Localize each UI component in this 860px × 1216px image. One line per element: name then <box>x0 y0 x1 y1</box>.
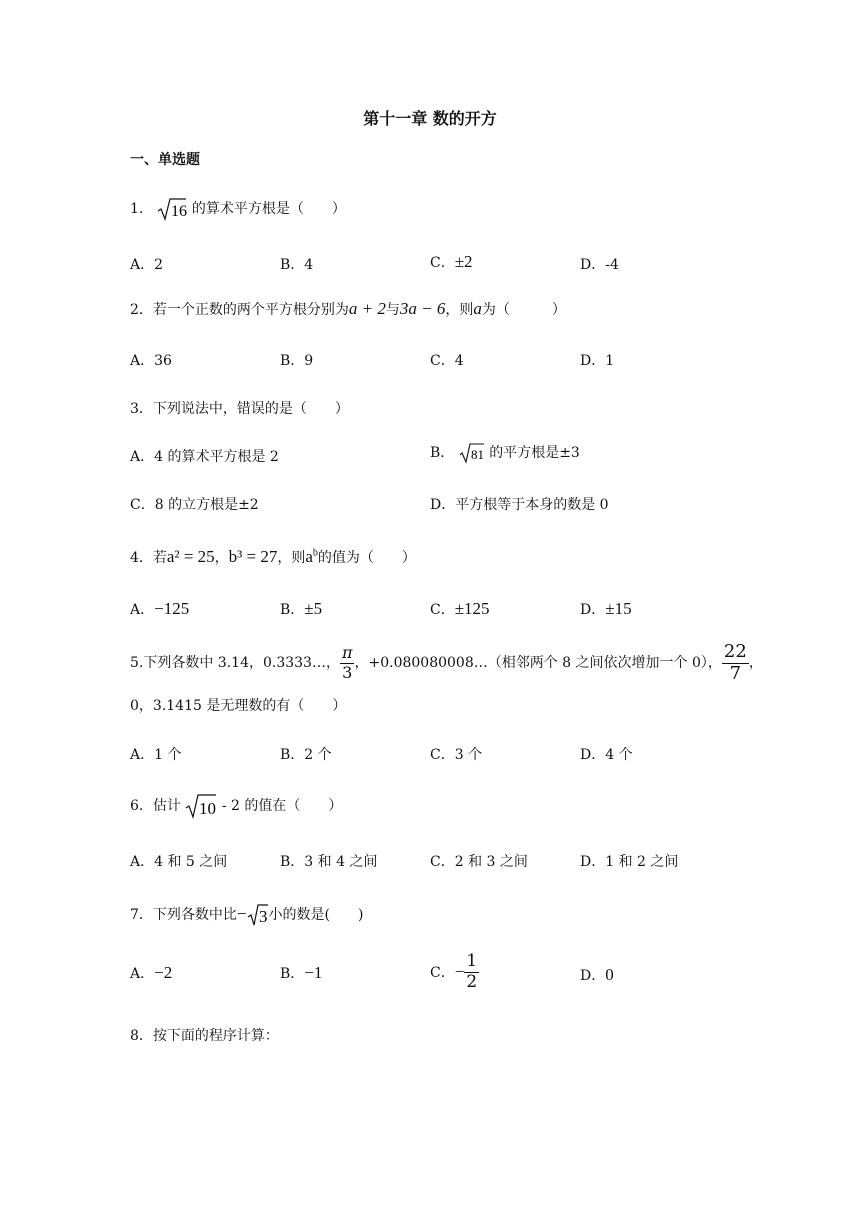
option-c[interactable]: C．2 和 3 之间 <box>430 854 528 870</box>
question-8 <box>130 1025 279 1045</box>
question-text: ，则 <box>445 302 474 318</box>
question-text: 小的数是( ) <box>268 907 364 923</box>
math-expression: b³ = 27 <box>228 547 278 566</box>
question-4 <box>130 547 416 567</box>
question-number: 6． <box>130 798 153 814</box>
minus-sign: − <box>236 904 247 923</box>
option-a[interactable]: A．−2 <box>130 963 173 982</box>
option-b[interactable]: B．±5 <box>280 599 323 618</box>
question-text: ， <box>214 550 229 566</box>
option-c[interactable]: C．4 <box>430 353 464 369</box>
question-text: 的值为（ ） <box>317 550 416 566</box>
question-text: 下列说法中，错误的是（ ） <box>152 401 349 417</box>
option-b[interactable]: B．3 和 4 之间 <box>280 854 378 870</box>
question-text: 下列各数中比 <box>152 907 237 923</box>
question-text: 若一个正数的两个平方根分别为 <box>152 302 349 318</box>
option-d[interactable]: D．-4 <box>580 257 619 273</box>
question-number: 8． <box>130 1028 153 1044</box>
option-a[interactable]: A．−125 <box>130 599 190 618</box>
sqrt-symbol <box>247 902 269 928</box>
question-number: 2． <box>130 302 153 318</box>
question-text: 为（ ） <box>481 302 566 318</box>
option-c[interactable] <box>430 252 473 272</box>
option-a[interactable]: A．4 和 5 之间 <box>130 854 228 870</box>
question-text: 按下面的程序计算： <box>152 1028 279 1044</box>
question-number: 4． <box>130 550 153 566</box>
math-expression: $a^b$ <box>305 547 318 566</box>
question-text: 估计 <box>152 798 181 814</box>
option-text: 的平方根是±3 <box>489 445 580 461</box>
math-expression: a² = 25 <box>166 547 215 566</box>
option-c[interactable]: C．±125 <box>430 599 490 618</box>
radicand: 3 <box>258 907 268 926</box>
question-text: 若 <box>152 550 167 566</box>
option-d[interactable]: D．4 个 <box>580 747 633 763</box>
question-text: 与 <box>385 302 400 318</box>
question-3 <box>130 398 349 418</box>
question-number: 5. <box>130 655 144 672</box>
page-title: 第十一章 数的开方 <box>363 109 497 128</box>
option-b[interactable]: B．−1 <box>280 963 323 982</box>
fraction-pi-over-3: $\frac{\pi}{3}$ <box>341 643 353 682</box>
option-d[interactable]: D．±15 <box>580 599 632 618</box>
question-text: 下列各数中 3.14，0.3333…， <box>143 655 340 672</box>
question-1 <box>130 196 346 222</box>
question-number: 1． <box>130 201 153 217</box>
radicand: 81 <box>470 447 484 462</box>
option-a[interactable]: A．1 个 <box>130 747 182 763</box>
option-a[interactable]: A．2 <box>130 257 164 273</box>
option-a[interactable]: A．4 的算术平方根是 2 <box>130 449 279 465</box>
radicand: 16 <box>171 203 188 220</box>
option-d[interactable]: D．平方根等于本身的数是 0 <box>430 497 609 513</box>
question-5-line-2: 0，3.1415 是无理数的有（ ） <box>130 698 347 714</box>
option-label: B． <box>430 445 455 461</box>
question-text: 的算术平方根是（ ） <box>191 201 346 217</box>
question-text: ，+0.080080008…（相邻两个 8 之间依次增加一个 0）， <box>354 655 722 672</box>
question-text: ， <box>748 655 763 672</box>
question-7 <box>130 902 363 928</box>
option-d[interactable]: D．1 和 2 之间 <box>580 854 679 870</box>
question-number: 3． <box>130 401 153 417</box>
question-5 <box>130 642 763 684</box>
question-text: - 2 的值在（ ） <box>217 798 343 814</box>
option-c[interactable]: C．− $\frac{1}{2}$ <box>430 951 478 992</box>
math-variable: a <box>473 299 482 318</box>
option-a[interactable]: A．36 <box>130 353 172 369</box>
radicand: 10 <box>199 799 217 818</box>
option-d[interactable]: D．0 <box>580 965 614 984</box>
math-expression: a + 2 <box>348 299 386 318</box>
option-label: C． <box>430 255 455 271</box>
option-b[interactable] <box>430 442 580 464</box>
section-heading: 一、单选题 <box>130 152 200 168</box>
fraction-one-half: $\frac{1}{2}$ <box>466 951 478 992</box>
option-b[interactable]: B．9 <box>280 353 314 369</box>
sqrt-symbol <box>185 792 217 820</box>
question-2 <box>130 299 566 319</box>
option-value: ±2 <box>454 252 473 271</box>
question-number: 7． <box>130 907 153 923</box>
question-6 <box>130 792 342 820</box>
question-text: ，则 <box>277 550 306 566</box>
option-b[interactable]: B．2 个 <box>280 747 332 763</box>
fraction-22-over-7: $\frac{22}{7}$ <box>723 641 747 684</box>
sqrt-symbol <box>459 442 485 464</box>
option-b[interactable]: B．4 <box>280 257 314 273</box>
sqrt-symbol <box>157 196 187 222</box>
option-d[interactable]: D．1 <box>580 353 615 369</box>
math-expression: 3a − 6 <box>399 299 446 318</box>
option-c[interactable]: C．3 个 <box>430 747 483 763</box>
option-c[interactable]: C．8 的立方根是±2 <box>130 497 259 513</box>
